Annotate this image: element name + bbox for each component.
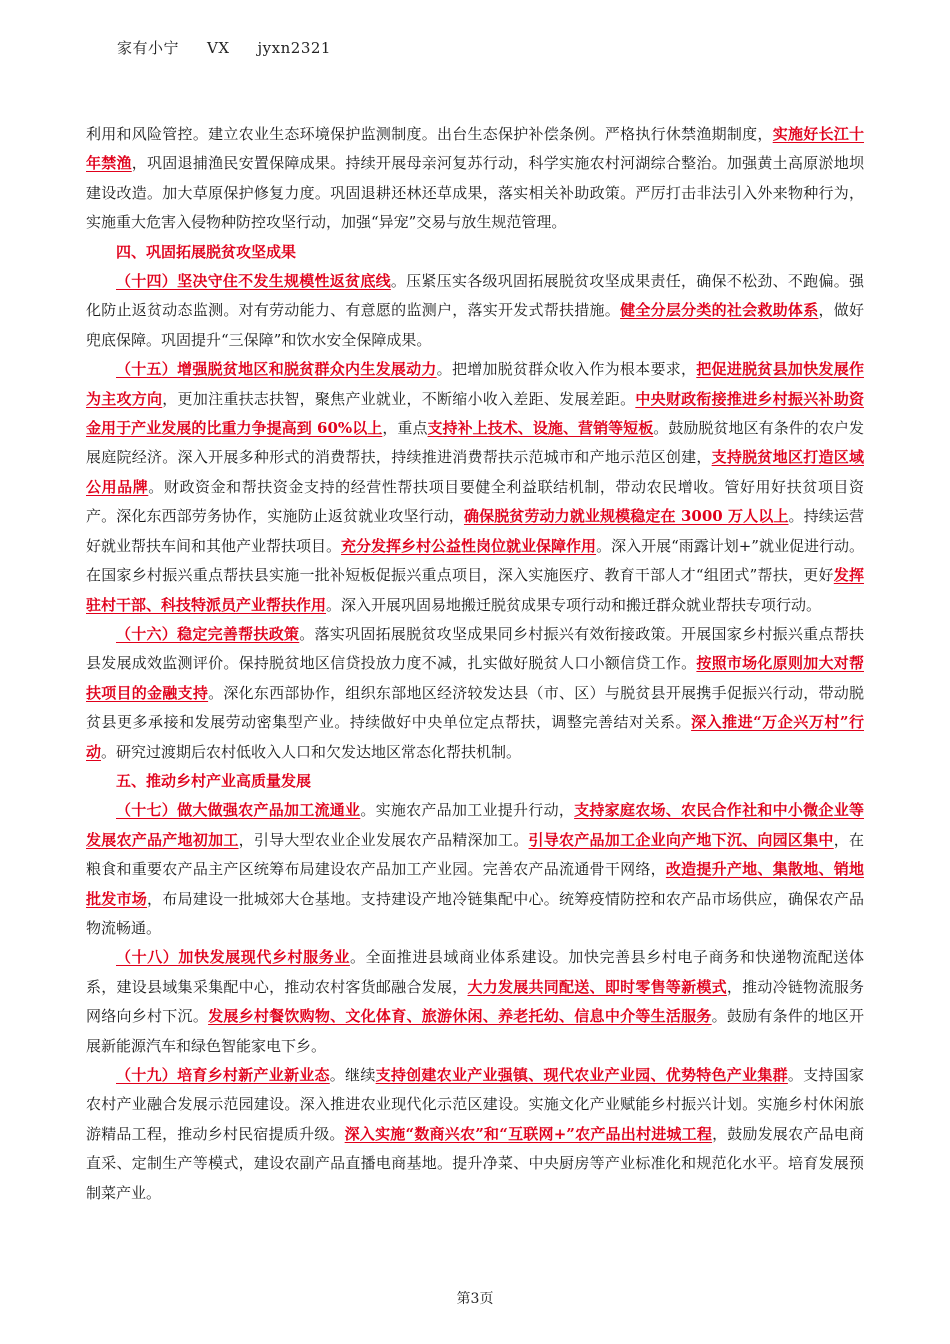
body-paragraph: [86, 1061, 864, 1208]
highlighted-text: 发展乡村餐饮购物、文化体育、旅游休闲、养老托幼、信息中介等生活服务: [208, 1007, 712, 1026]
body-paragraph: [86, 620, 864, 767]
text-segment: ，在粮食和重要农产品主产区统筹布局建设农产品加工产业园。完善农产品流通骨干网络，: [86, 830, 864, 879]
highlighted-text: 深入实施“数商兴农”和“互联网+”农产品出村进城工程: [344, 1124, 713, 1143]
text-segment: 。实施农产品加工业提升行动，: [360, 801, 575, 820]
text-segment: 。持续运营好就业帮扶车间和其他产业帮扶项目。: [86, 507, 864, 555]
highlighted-text: （十五）增强脱贫地区和脱贫群众内生发展动力: [116, 360, 437, 379]
body-paragraph: [86, 355, 864, 620]
text-segment: 。鼓励有条件的地区开展新能源汽车和绿色智能家电下乡。: [86, 1007, 864, 1055]
body-paragraph: [86, 267, 864, 355]
highlighted-text: 充分发挥乡村公益性岗位就业保障作用: [341, 536, 597, 555]
highlighted-text: 支持创建农业产业强镇、现代农业产业园、优势特色产业集群: [375, 1066, 788, 1084]
text-segment: 。鼓励脱贫地区有条件的农户发展庭院经济。深入开展多种形式的消费帮扶，持续推进消费帮扶示范城市和产地示范区创建，: [86, 419, 864, 467]
highlighted-text: 确保脱贫劳动力就业规模稳定在 3000 万人以上: [463, 507, 789, 526]
highlighted-text: 中央财政衔接推进乡村振兴补助资金用于产业发展的比重力争提高到 60%以上: [86, 389, 864, 438]
text-segment: 。深化东西部协作，组织东部地区经济较发达县（市、区）与脱贫县开展携手促振兴行动，带动脱贫县更多承接和发展劳动密集型产业。持续做好中央单位定点帮扶，调整完善结对关系。: [86, 683, 864, 732]
highlighted-text: 把促进脱贫县加快发展作为主攻方向: [86, 360, 864, 408]
header-vx-id: jyxn2321: [257, 39, 331, 57]
text-segment: 四、巩固拓展脱贫攻坚成果: [116, 242, 297, 261]
text-segment: 。把增加脱贫群众收入作为根本要求，: [436, 360, 697, 379]
text-segment: 。研究过渡期后农村低收入人口和欠发达地区常态化帮扶机制。: [101, 742, 522, 761]
highlighted-text: 深入推进“万企兴万村”行动: [86, 713, 864, 761]
text-segment: 。深入开展巩固易地搬迁脱贫成果专项行动和搬迁群众就业帮扶专项行动。: [326, 595, 822, 614]
highlighted-text: 健全分层分类的社会救助体系: [620, 301, 819, 320]
text-segment: 。支持国家农村产业融合发展示范园建设。深入推进农业现代化示范区建设。实施文化产业赋能乡村振兴计划。实施乡村休闲旅游精品工程，推动乡村民宿提质升级。: [86, 1066, 864, 1143]
text-segment: 利用和风险管控。建立农业生态环境保护监测制度。出台生态保护补偿条例。严格执行休禁渔期制度，: [86, 125, 773, 143]
highlighted-text: （十七）做大做强农产品加工流通业: [116, 801, 361, 820]
header-name: 家有小宁: [117, 39, 180, 57]
text-segment: 。深入开展“雨露计划+”就业促进行动。在国家乡村振兴重点帮扶县实施一批补短板促振兴重点项目，深入实施医疗、教育干部人才“组团式”帮扶，更好: [86, 536, 864, 585]
highlighted-text: 支持脱贫地区打造区域公用品牌: [86, 448, 864, 496]
text-segment: ，鼓励发展农产品电商直采、定制生产等模式，建设农副产品直播电商基地。提升净菜、中央厨房等产业标准化和规范化水平。培育发展预制菜产业。: [86, 1124, 864, 1202]
text-segment: ，引导大型农业企业发展农产品精深加工。: [238, 830, 529, 849]
text-segment: ，做好兜底保障。巩固提升“三保障”和饮水安全保障成果。: [86, 301, 864, 349]
body-paragraph: [86, 943, 864, 1061]
highlighted-text: （十四）坚决守住不发生规模性返贫底线: [116, 272, 391, 291]
highlighted-text: 按照市场化原则加大对帮扶项目的金融支持: [86, 654, 864, 702]
text-segment: 。压紧压实各级巩固拓展脱贫攻坚成果责任，确保不松劲、不跑偏。强化防止返贫动态监测。对有劳动能力、有意愿的监测户，落实开发式帮扶措施。: [86, 272, 864, 320]
highlighted-text: （十九）培育乡村新产业新业态: [116, 1066, 330, 1084]
body-paragraph: [86, 120, 864, 238]
text-segment: 。全面推进县域商业体系建设。加快完善县乡村电子商务和快递物流配送体系，建设县域集采集配中心，推动农村客货邮融合发展，: [86, 948, 864, 996]
text-segment: 。继续: [329, 1066, 376, 1084]
highlighted-text: 引导农产品加工企业向产地下沉、向园区集中: [528, 830, 834, 849]
text-segment: ，重点: [382, 419, 428, 438]
text-segment: ，更加注重扶志扶智，聚焦产业就业，不断缩小收入差距、发展差距。: [162, 389, 636, 408]
text-segment: 。落实巩固拓展脱贫攻坚成果同乡村振兴有效衔接政策。开展国家乡村振兴重点帮扶县发展成效监测评价。保持脱贫地区信贷投放力度不减，扎实做好脱贫人口小额信贷工作。: [86, 624, 864, 673]
section-heading: [86, 767, 864, 796]
page-header: [117, 37, 359, 58]
highlighted-text: 发挥驻村干部、科技特派员产业帮扶作用: [86, 566, 864, 614]
header-vx-label: VX: [207, 39, 230, 57]
text-segment: ，推动冷链物流服务网络向乡村下沉。: [86, 977, 864, 1026]
highlighted-text: 大力发展共同配送、即时零售等新模式: [467, 977, 727, 996]
highlighted-text: 支持补上技术、设施、营销等短板: [427, 419, 654, 438]
text-segment: ，巩固退捕渔民安置保障成果。持续开展母亲河复苏行动，科学实施农村河湖综合整治。加强黄土高原淤地坝建设改造。加大草原保护修复力度。巩固退耕还林还草成果，落实相关补助政策。严厉打击非法引入外来物种行为，实施重大危害入侵物种防控攻坚行动，加强“异宠”交易与放生规范管理。: [86, 154, 864, 232]
body-paragraph: [86, 796, 864, 943]
section-heading: [86, 238, 864, 267]
highlighted-text: 支持家庭农场、农民合作社和中小微企业等发展农产品产地初加工: [86, 801, 864, 849]
text-segment: ，布局建设一批城郊大仓基地。支持建设产地冷链集配中心。统筹疫情防控和农产品市场供应，确保农产品物流畅通。: [86, 889, 864, 937]
highlighted-text: （十六）稳定完善帮扶政策: [116, 624, 300, 643]
text-segment: 五、推动乡村产业高质量发展: [116, 771, 312, 790]
page-number: 第3页: [456, 1291, 494, 1307]
highlighted-text: 实施好长江十年禁渔: [86, 125, 864, 173]
document-body: [86, 120, 864, 1208]
highlighted-text: （十八）加快发展现代乡村服务业: [116, 948, 350, 967]
text-segment: 。财政资金和帮扶资金支持的经营性帮扶项目要健全利益联结机制，带动农民增收。管好用好扶贫项目资产。深化东西部劳务协作，实施防止返贫就业攻坚行动，: [86, 477, 864, 526]
highlighted-text: 改造提升产地、集散地、销地批发市场: [86, 860, 864, 908]
